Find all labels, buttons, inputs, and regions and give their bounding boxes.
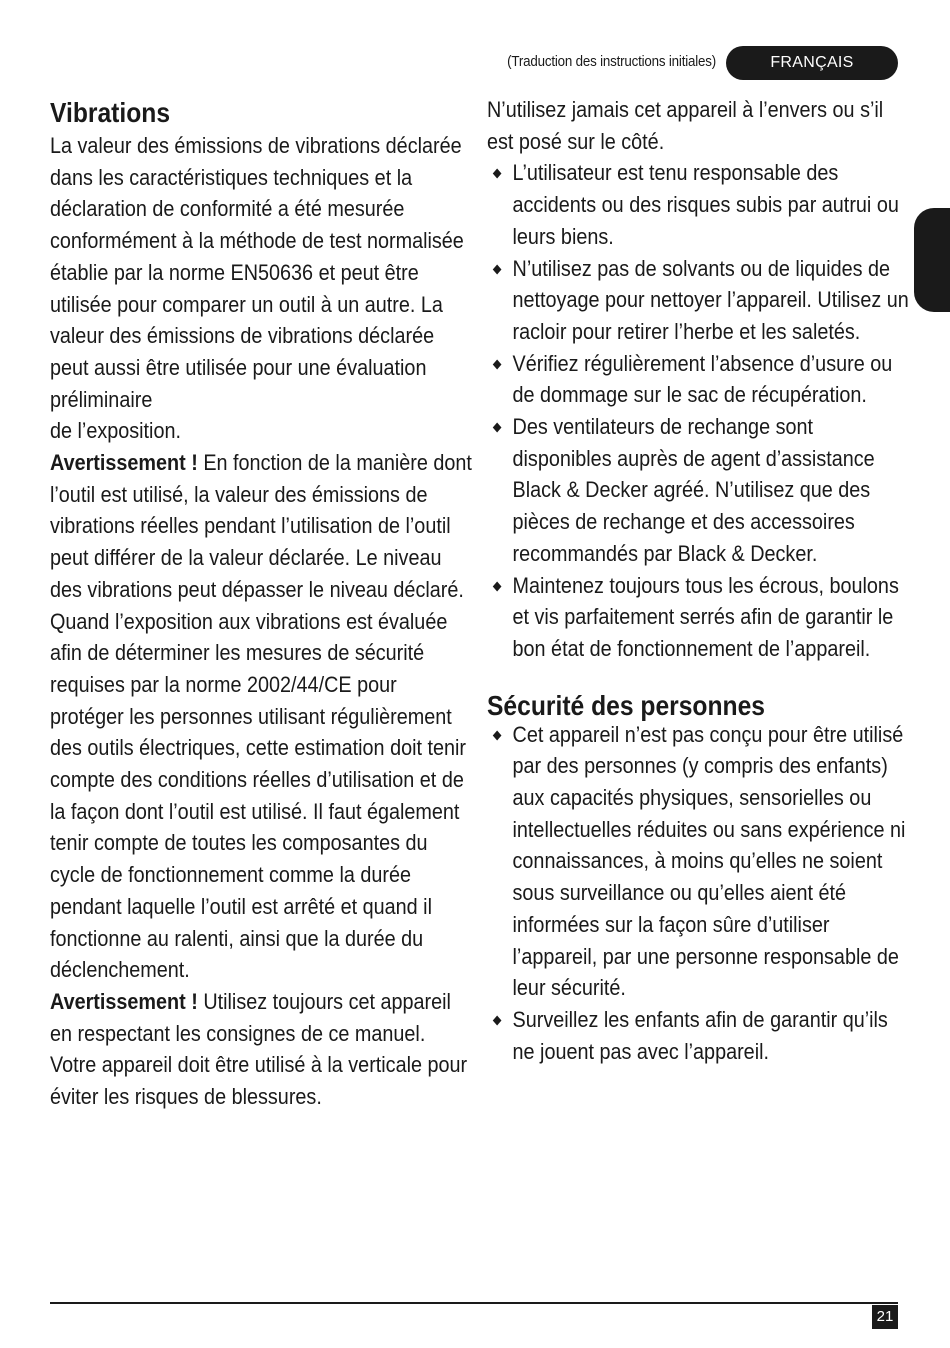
- list-item: Vérifiez régulièrement l’absence d’usure ou de dommage sur le sac de récupération.: [487, 348, 909, 411]
- diamond-bullet-icon: [493, 423, 502, 433]
- personal-safety-list: [487, 719, 909, 1068]
- list-item: Des ventilateurs de rechange sont disponibles auprès de agent d’assistance Black & Decker agréé. N’utilisez que des pièces de rechange et des accessoires recommandés par Black & Decker.: [487, 411, 909, 570]
- page-number: 21: [872, 1305, 898, 1329]
- list-item: N’utilisez pas de solvants ou de liquides de nettoyage pour nettoyer l’appareil. Utilisez un racloir pour retirer l’herbe et les saletés.: [487, 253, 909, 348]
- right-column: [487, 94, 907, 1067]
- warning-label: Avertissement !: [50, 988, 198, 1014]
- side-thumb-tab: [914, 208, 950, 312]
- list-item: Surveillez les enfants afin de garantir qu’ils ne jouent pas avec l’appareil.: [487, 1004, 909, 1067]
- warning-text: En fonction de la manière dont l’outil est utilisé, la valeur des émissions de vibrations réelles pendant l’utilisation de l’outil peut différer de la valeur déclarée. Le niveau des vibrations peut dépasser le niveau déclaré. Quand l’exposition aux vibrations est évaluée afin de déterminer les mesures de sécurité requises par la norme 2002/44/CE pour protéger les personnes utilisant régulièrement des outils électriques, cette estimation doit tenir compte des conditions réelles d’utilisation et de la façon dont l’outil est utilisé. Il faut également tenir compte de toutes les composantes du cycle de fonctionnement comme la durée pendant laquelle l’outil est arrêté et quand il fonctionne au ralenti, ainsi que la durée du déclenchement.: [50, 450, 472, 983]
- warning-paragraph-1: [50, 447, 472, 986]
- header-note: (Traduction des instructions initiales): [507, 54, 716, 70]
- list-item: L’utilisateur est tenu responsable des accidents ou des risques subis par autrui ou leurs biens.: [487, 157, 909, 252]
- left-column: [50, 94, 470, 1113]
- list-item: Maintenez toujours tous les écrous, boulons et vis parfaitement serrés afin de garantir le bon état de fonctionnement de l’appareil.: [487, 570, 909, 665]
- language-badge: FRANÇAIS: [726, 46, 898, 80]
- section-heading-vibrations: Vibrations: [50, 97, 171, 128]
- list-item: Cet appareil n’est pas conçu pour être utilisé par des personnes (y compris des enfants) aux capacités physiques, sensorielles ou intellectuelles réduites ou sans expérience ni connaissances, à moins qu’elles ne soient sous surveillance ou qu’elles aient été informées sur la façon sûre d’utiliser l’appareil, par une personne responsable de leur sécurité.: [487, 719, 909, 1004]
- diamond-bullet-icon: [493, 730, 502, 740]
- diamond-bullet-icon: [493, 1016, 502, 1026]
- warning-label: Avertissement !: [50, 450, 198, 476]
- warning-text: Utilisez toujours cet appareil en respectant les consignes de ce manuel. Votre appareil doit être utilisé à la verticale pour éviter les risques de blessures.: [50, 988, 468, 1110]
- warning-paragraph-2: [50, 986, 472, 1113]
- diamond-bullet-icon: [493, 359, 502, 369]
- diamond-bullet-icon: [493, 169, 502, 179]
- section-heading-personal-safety: Sécurité des personnes: [487, 689, 765, 721]
- vibrations-paragraph-end: de l’exposition.: [50, 418, 181, 444]
- maintenance-list: [487, 157, 909, 664]
- vibrations-paragraph: La valeur des émissions de vibrations déclarée dans les caractéristiques techniques et la déclaration de conformité a été mesurée conformément à la méthode de test normalisée établie par la norme EN50636 et peut être utilisée pour comparer un outil à un autre. La valeur des émissions de vibrations déclarée peut aussi être utilisée pour une évaluation préliminaire: [50, 133, 464, 412]
- intro-paragraph: N’utilisez jamais cet appareil à l’envers ou s’il est posé sur le côté.: [487, 97, 884, 154]
- footer-rule: [50, 1302, 898, 1304]
- diamond-bullet-icon: [493, 264, 502, 274]
- diamond-bullet-icon: [493, 581, 502, 591]
